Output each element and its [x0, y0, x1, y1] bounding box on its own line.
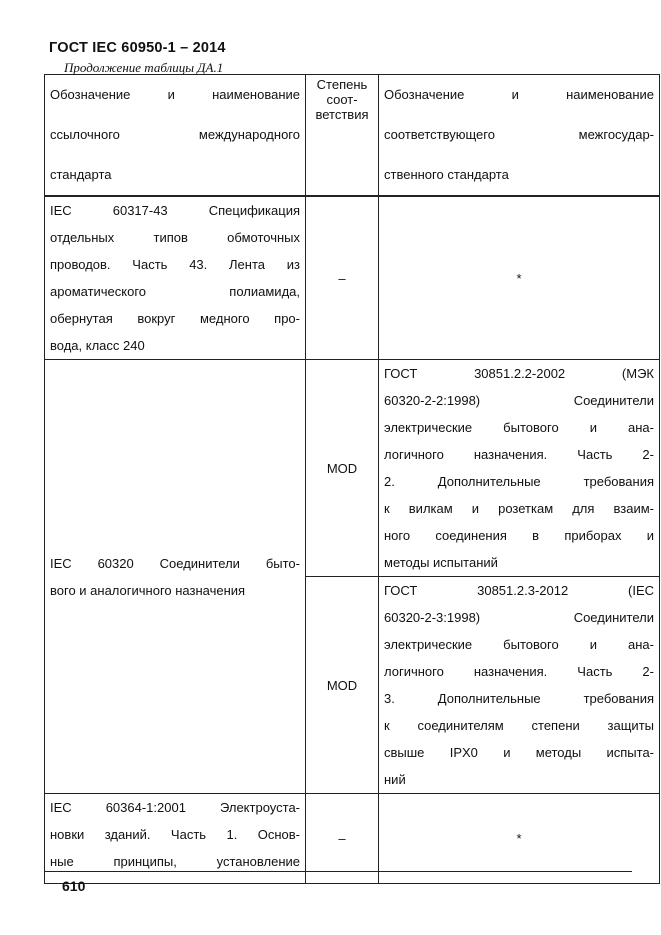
- cell-line: электрические бытового и ана-: [384, 637, 654, 652]
- header-national-standard: [379, 75, 660, 197]
- cell-line: IEC 60317-43 Спецификация: [50, 203, 300, 218]
- cell-line: к вилкам и розеткам для взаим-: [384, 501, 654, 516]
- cell-line: новки зданий. Часть 1. Основ-: [50, 827, 300, 842]
- cell-line: отдельных типов обмоточных: [50, 230, 300, 245]
- page-number: 610: [62, 878, 86, 894]
- header-line: соответствующего межгосудар-: [384, 127, 654, 142]
- cell-line: проводов. Часть 43. Лента из: [50, 257, 300, 272]
- table-row: [45, 360, 660, 577]
- cell-line: IEC 60364-1:2001 Электроуста-: [50, 800, 300, 815]
- document-title: ГОСТ IEC 60950-1 – 2014: [49, 40, 226, 56]
- reference-standard-cell: [45, 360, 306, 794]
- degree-cell: –: [306, 196, 379, 360]
- header-line: Обозначение и наименование: [50, 87, 300, 102]
- table-continuation-caption: Продолжение таблицы ДА.1: [64, 60, 224, 75]
- cell-line: ГОСТ 30851.2.3-2012 (IEC: [384, 583, 654, 598]
- standards-table: [44, 74, 660, 884]
- header-line: ственного стандарта: [384, 167, 509, 182]
- header-line: стандарта: [50, 167, 112, 182]
- reference-standard-cell: [45, 794, 306, 884]
- cell-line: 60320-2-2:1998) Соединители: [384, 393, 654, 408]
- cell-line: 2. Дополнительные требования: [384, 474, 654, 489]
- cell-line: свыше IPX0 и методы испыта-: [384, 745, 654, 760]
- cell-line: IEC 60320 Соединители быто-: [50, 555, 300, 571]
- degree-cell: MOD: [306, 577, 379, 794]
- national-standard-cell: *: [379, 794, 660, 884]
- cell-line: 60320-2-3:1998) Соединители: [384, 610, 654, 625]
- cell-line: вого и аналогичного назначения: [50, 582, 246, 598]
- cell-line: ГОСТ 30851.2.2-2002 (МЭК: [384, 366, 654, 381]
- cell-line: логичного назначения. Часть 2-: [384, 664, 654, 679]
- cell-line: к соединителям степени защиты: [384, 718, 654, 733]
- cell-line: ароматического полиамида,: [50, 284, 300, 299]
- header-reference-standard: [45, 75, 306, 197]
- page-bottom-rule: [44, 871, 632, 872]
- national-standard-cell: *: [379, 196, 660, 360]
- national-standard-cell: [379, 577, 660, 794]
- cell-line: вода, класс 240: [50, 338, 145, 353]
- degree-cell: MOD: [306, 360, 379, 577]
- header-line: ветствия: [315, 107, 369, 122]
- cell-line: ний: [384, 772, 406, 787]
- cell-line: методы испытаний: [384, 555, 498, 570]
- cell-line: ного соединения в приборах и: [384, 528, 654, 543]
- national-standard-cell: [379, 360, 660, 577]
- table-row: [45, 196, 660, 360]
- degree-cell: –: [306, 794, 379, 884]
- header-line: ссылочного международного: [50, 127, 300, 142]
- cell-line: обернутая вокруг медного про-: [50, 311, 300, 326]
- cell-line: логичного назначения. Часть 2-: [384, 447, 654, 462]
- cell-line: ные принципы, установление: [50, 854, 300, 869]
- header-degree: [306, 75, 379, 197]
- table-header-row: [45, 75, 660, 197]
- header-line: Степень: [316, 77, 368, 92]
- reference-standard-cell: [45, 196, 306, 360]
- cell-line: электрические бытового и ана-: [384, 420, 654, 435]
- table-row: [45, 794, 660, 884]
- cell-line: 3. Дополнительные требования: [384, 691, 654, 706]
- header-line: соот-: [326, 92, 358, 107]
- header-line: Обозначение и наименование: [384, 87, 654, 102]
